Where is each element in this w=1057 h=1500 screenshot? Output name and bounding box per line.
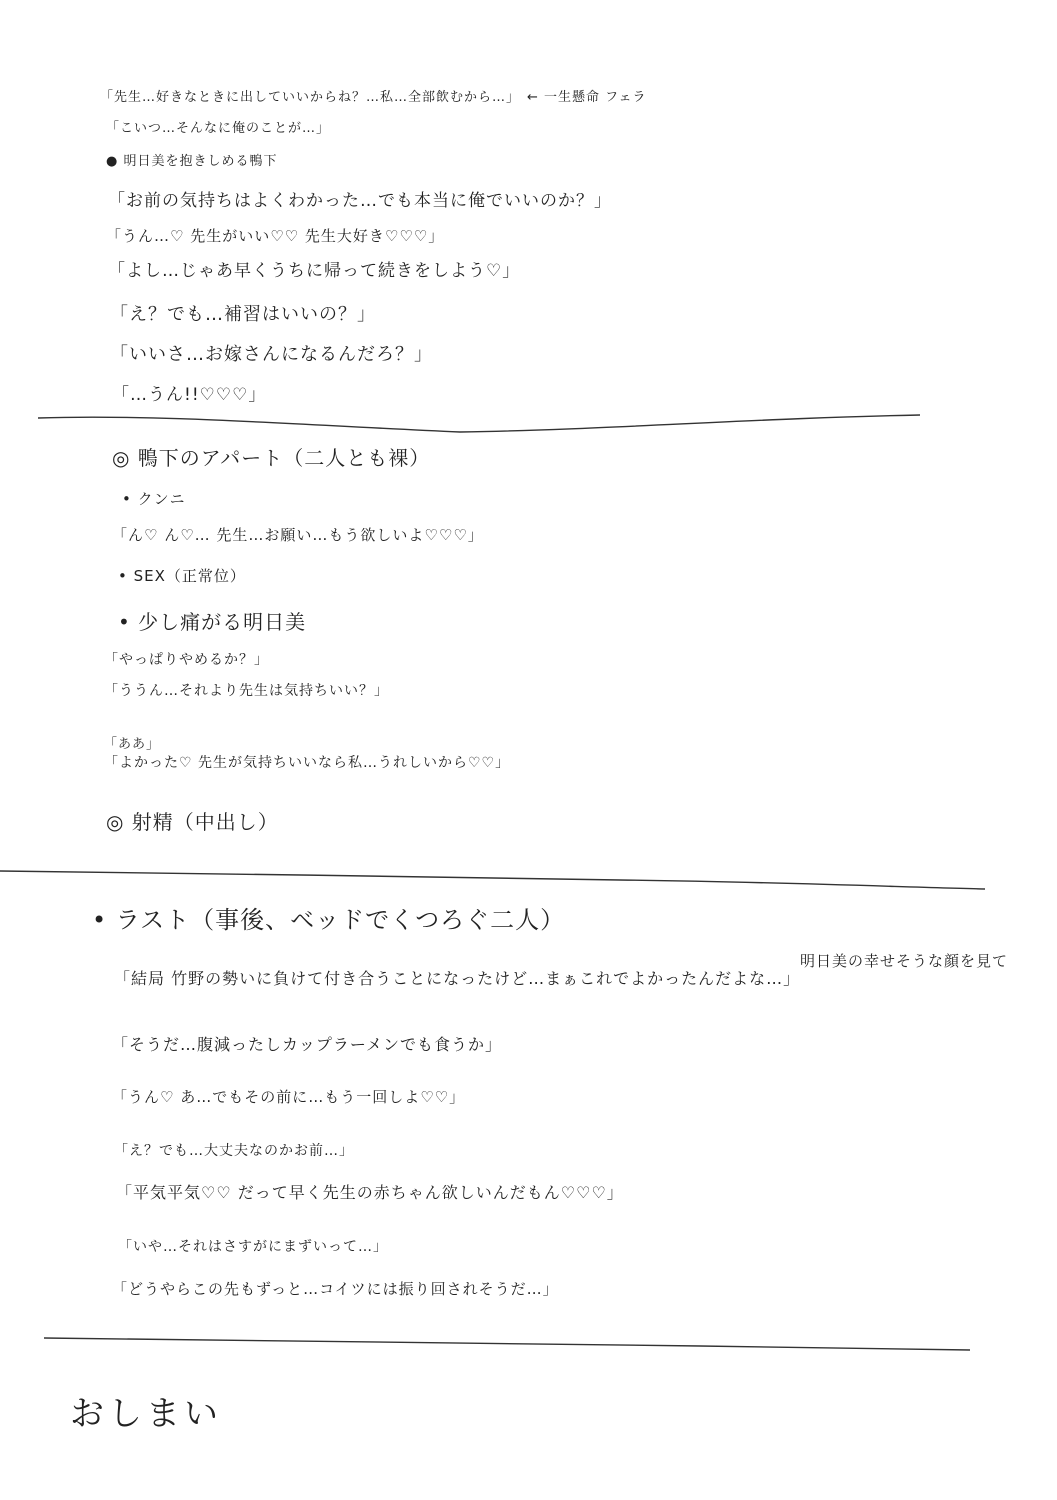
text-line: 「どうやらこの先もずっと…コイツには振り回されそうだ…」 bbox=[112, 1280, 559, 1298]
text-line: 「そうだ…腹減ったしカップラーメンでも食うか」 bbox=[112, 1035, 503, 1054]
text-line: 「いや…それはさすがにまずいって…」 bbox=[118, 1239, 388, 1255]
text-line: 「先生…好きなときに出していいからね？…私…全部飲むから…」 bbox=[100, 90, 521, 105]
annotation-note: 明日美の幸せそうな顔を見て bbox=[800, 952, 1009, 970]
text-line: 「え？でも…補習はいいの？」 bbox=[110, 304, 376, 325]
section-heading: ◎ 鴨下のアパート（二人とも裸） bbox=[112, 446, 431, 470]
text-line: 「うん♡ あ…でもその前に…もう一回しよ♡♡」 bbox=[112, 1088, 466, 1106]
stage-direction: ● 明日美を抱きしめる鴨下 bbox=[106, 154, 278, 169]
text-line: 「やっぱりやめるか？」 bbox=[104, 652, 269, 668]
section-heading: • ラスト（事後、ベッドでくつろぐ二人） bbox=[92, 906, 566, 934]
text-line: 「いいさ…お嫁さんになるんだろ？」 bbox=[110, 344, 433, 365]
text-line: 「ううん…それより先生は気持ちいい？」 bbox=[104, 683, 389, 699]
text-line: 「よし…じゃあ早くうちに帰って続きをしよう♡」 bbox=[108, 261, 521, 281]
text-line: 「ん♡ ん♡… 先生…お願い…もう欲しいよ♡♡♡」 bbox=[112, 526, 484, 544]
text-line: 「…うん!!♡♡♡」 bbox=[112, 385, 267, 405]
divider-line-3 bbox=[44, 1338, 970, 1350]
divider-line-2 bbox=[0, 871, 985, 889]
text-line: 「お前の気持ちはよくわかった…でも本当に俺でいいのか？」 bbox=[108, 191, 612, 211]
stage-direction: • クンニ bbox=[122, 490, 186, 508]
annotation-note: ← 一生懸命 フェラ bbox=[527, 90, 647, 105]
text-line: 「うん…♡ 先生がいい♡♡ 先生大好き♡♡♡」 bbox=[106, 227, 445, 245]
text-line: 「ああ」 bbox=[104, 737, 161, 752]
stage-direction: • 少し痛がる明日美 bbox=[118, 610, 307, 634]
text-line: 「え？でも…大丈夫なのかお前…」 bbox=[114, 1143, 354, 1159]
stage-direction: • SEX（正常位） bbox=[118, 567, 246, 585]
divider-line-1 bbox=[38, 415, 920, 432]
stage-direction: ◎ 射精（中出し） bbox=[106, 810, 279, 834]
text-line: 「平気平気♡♡ だって早く先生の赤ちゃん欲しいんだもん♡♡♡」 bbox=[116, 1183, 624, 1202]
text-line: 「こいつ…そんなに俺のことが…」 bbox=[106, 121, 331, 136]
ending-text: おしまい bbox=[70, 1394, 222, 1434]
text-line: 「よかった♡ 先生が気持ちいいなら私…うれしいから♡♡」 bbox=[104, 755, 511, 771]
text-line: 「結局 竹野の勢いに負けて付き合うことになったけど…まぁこれでよかったんだよな…」 bbox=[114, 969, 801, 988]
